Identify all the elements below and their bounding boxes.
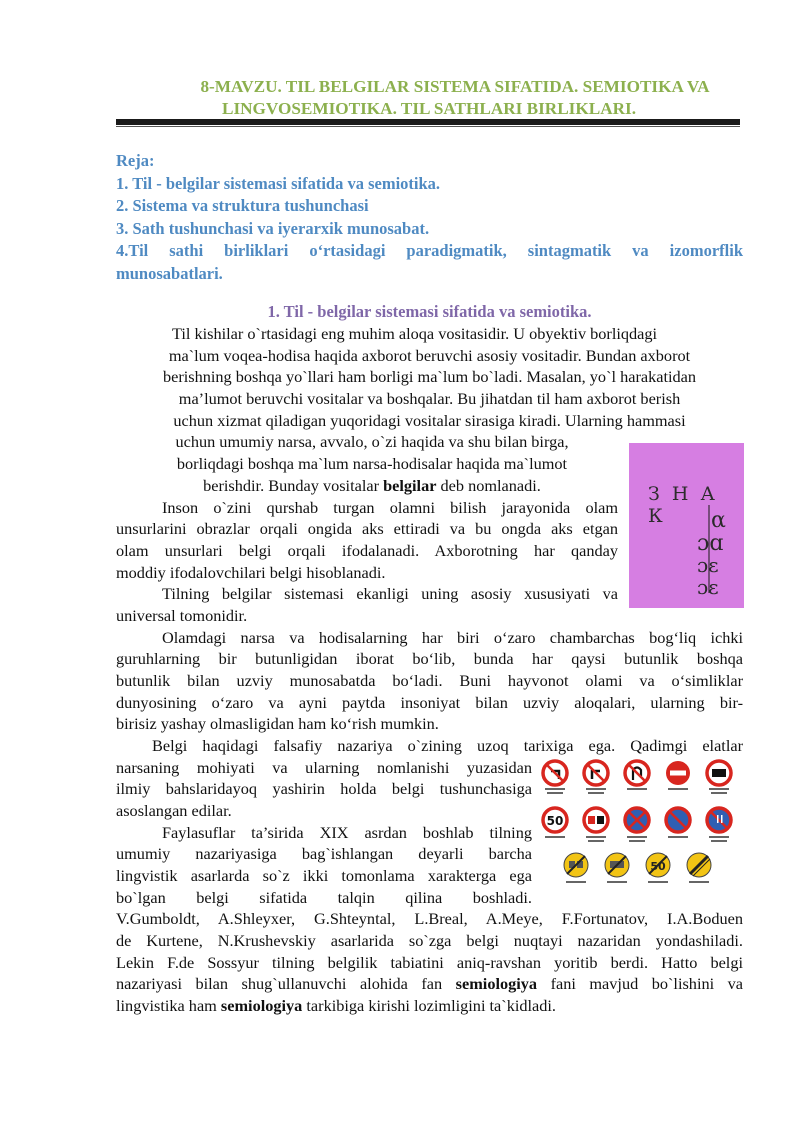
text-line: uchun xizmat qiladigan yuqoridagi vositalar sirasiga kiradi. Ularning hammasi (173, 411, 686, 430)
sign-end-no-overtaking-trucks (605, 853, 629, 877)
sign-no-overtaking (584, 808, 608, 832)
text-run: berishdir. Bunday vositalar (203, 476, 384, 495)
sign-no-right-turn (584, 761, 608, 785)
title-divider (116, 119, 740, 125)
plan-item-4-cont: munosabatlari. (116, 263, 223, 283)
text-run: tarkibiga kirishi lozimligini ta`kidladi. (302, 996, 556, 1015)
sign-no-left-turn (543, 761, 567, 785)
text-line: dunyosining o‘zaro va ayni paytda insoniyat bilan uzviy aloqalari, ularning bir- (116, 693, 743, 712)
znak-glyph-2: ɔɑ (697, 531, 724, 556)
sign-speed-limit-50 (543, 808, 567, 832)
text-line: berishning boshqa yo`llari ham borligi ma`lum bo`ladi. Masalan, yo`l harakatidan (162, 367, 697, 386)
sign-captions-row-2 (545, 836, 729, 842)
znak-glyphs-illustration (629, 443, 744, 608)
text-line: Lekin F.de Sossyur tilning belgilik tabiatini aniq-ravshan yoritib berdi. Hatto belgi (116, 953, 743, 972)
text-line (116, 973, 743, 995)
term-belgilar: belgilar (383, 476, 437, 495)
road-signs-illustration (533, 757, 743, 887)
text-line: Inson o`zini qurshab turgan olamni bilish jarayonida olam (162, 498, 618, 517)
text-line: ma’lumot beruvchi vositalar va boshqalar. Bu jihatdan til ham axborot berish (178, 389, 681, 408)
text-line: uchun umumiy narsa, avvalo, o`zi haqida va shu bilan birga, (175, 432, 569, 451)
plan-item-1: 1. Til - belgilar sistemasi sifatida va semiotika. (116, 173, 441, 193)
sign-no-trucks (707, 761, 731, 785)
text-line: borliqdagi boshqa ma`lum narsa-hodisalar haqida ma`lumot (176, 454, 568, 473)
text-line: unsurlarini obrazlar orqali ongida aks ettiradi va bu ongda aks etgan (116, 519, 618, 538)
text-line: Olamdagi narsa va hodisalarning har biri o‘zaro chambarchas bog‘liq ichki (162, 628, 743, 647)
sign-end-no-overtaking (564, 853, 588, 877)
title-divider-thin (116, 126, 740, 127)
sign-captions-row-1 (545, 788, 729, 794)
text-line: olam unsurlari belgi orqali ifodalanadi. Axborotning har qanday (116, 541, 618, 560)
sign-captions-row-3 (566, 881, 709, 883)
sign-no-entry (666, 761, 690, 785)
text-line: lingvistik asarlarda so`z ikki tomonlama xarakterga ega (116, 866, 532, 885)
plan-item-3: 3. Sath tushunchasi va iyerarxik munosabat. (116, 218, 430, 238)
title-line-1: 8-MAVZU. TIL BELGILAR SISTEMA SIFATIDA. SEMIOTIKA VA (200, 77, 710, 96)
text-line: narsaning mohiyati va ularning nomlanishi yuzasidan (116, 758, 532, 777)
text-line: guruhlarning bir butunligidan iborat bo‘lib, bunda har qaysi butunlik boshqa (116, 649, 743, 668)
znak-title: З Н А К (648, 483, 718, 527)
text-line: Til kishilar o`rtasidagi eng muhim aloqa vositasidir. U obyektiv borliqdagi (172, 324, 658, 343)
znak-glyph-3: ɔɛ (697, 553, 719, 577)
section-heading: 1. Til - belgilar sistemasi sifatida va semiotika. (267, 302, 592, 321)
text-line: Belgi haqidagi falsafiy nazariya o`zining uzoq tarixiga ega. Qadimgi elatlar (152, 736, 743, 755)
text-run: fani mavjud bo`lishini va (537, 974, 744, 993)
plan-item-4: 4.Til sathi birliklari o‘rtasidagi paradigmatik, sintagmatik va izomorflik (116, 241, 743, 260)
text-line: V.Gumboldt, A.Shleyxer, G.Shteyntal, L.Breal, A.Meye, F.Fortunatov, I.A.Boduen (116, 909, 743, 928)
term-semiologiya: semiologiya (220, 996, 303, 1015)
text-line: butunlik bilan uzviy munosabatda bo‘ladi. Buni hayvonot olami va o‘simliklar (116, 671, 743, 690)
text-line (116, 995, 556, 1017)
text-line: moddiy ifodalovchilari belgi hisoblanadi. (116, 563, 386, 582)
sign-no-parking-odd-days (707, 808, 731, 832)
znak-book-image (629, 443, 744, 608)
sign-no-parking (666, 808, 690, 832)
text-line: birisiz yashay olmasligidan ham ko‘rish mumkin. (116, 714, 439, 733)
text-line: de Kurtene, N.Krushevskiy asarlarida so`zga belgi nuqtayi nazaridan yondashiladi. (116, 931, 743, 950)
text-line: Tilning belgilar sistemasi ekanligi uning asosiy xususiyati va (162, 584, 618, 603)
end-speed-limit-value: 50 (650, 860, 666, 873)
road-signs-image (533, 757, 743, 887)
term-semiologiya: semiologiya (455, 974, 538, 993)
text-run: deb nomlanadi. (436, 476, 541, 495)
plan-heading: Reja: (116, 151, 155, 170)
sign-end-all-restrictions (687, 853, 711, 877)
plan-item-2: 2. Sistema va struktura tushunchasi (116, 196, 369, 215)
text-line: ma`lum voqea-hodisa haqida axborot beruvchi asosiy vositadir. Bundan axborot (168, 346, 691, 365)
text-line: ilmiy bahslaridayoq yashirin holda belgi tushunchasiga (116, 779, 532, 798)
text-run: lingvistika ham (116, 996, 221, 1015)
text-line (116, 475, 628, 497)
text-line: bo`lgan belgi sifatida talqin qilina boshladi. (116, 888, 532, 907)
sign-end-speed-limit-50 (646, 853, 670, 877)
title-line-2: LINGVOSEMIOTIKA. TIL SATHLARI BIRLIKLARI. (221, 99, 637, 118)
znak-glyph-1: α (711, 508, 726, 533)
text-line: universal tomonidir. (116, 606, 248, 625)
plan-block (116, 150, 743, 285)
document-title (116, 76, 742, 120)
speed-limit-value: 50 (546, 814, 564, 828)
text-line: asoslangan edilar. (116, 801, 232, 820)
znak-glyph-4: ɔɛ (697, 575, 719, 599)
text-run: nazariyasi bilan shug`ullanuvchi alohida fan (116, 974, 456, 993)
text-line: Faylasuflar ta’sirida XIX asrdan boshlab tilning (162, 823, 532, 842)
sign-no-stopping (625, 808, 649, 832)
text-line: umumiy nazariyasiga bag`ishlangan deyarli barcha (116, 844, 532, 863)
sign-no-u-turn (625, 761, 649, 785)
